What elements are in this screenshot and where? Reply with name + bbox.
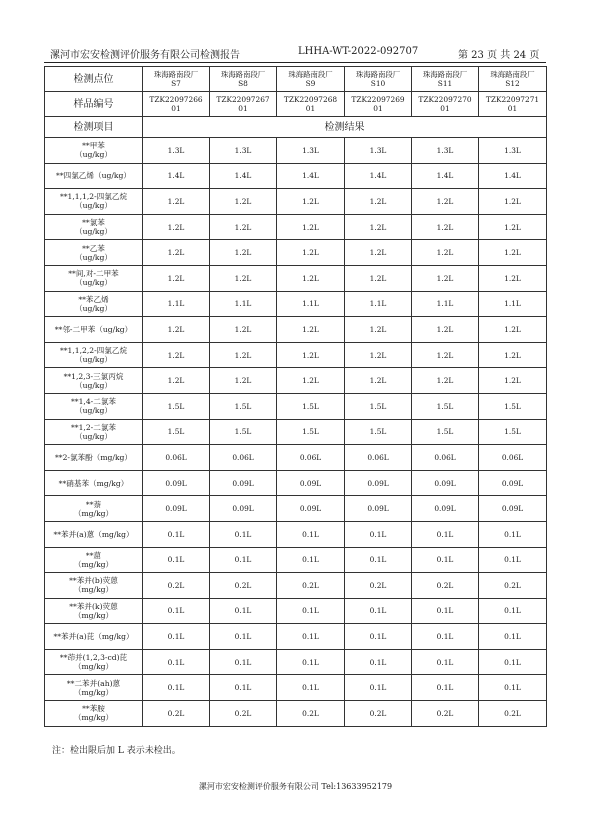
result-value: 0.09L: [412, 470, 479, 496]
result-value: 0.2L: [277, 573, 345, 599]
result-value: 1.2L: [210, 240, 277, 266]
cell-line: TZK22097268: [283, 95, 338, 104]
cell-line: （ug/kg）: [75, 201, 112, 211]
result-value: 0.1L: [210, 521, 277, 547]
table-row: [45, 368, 547, 394]
result-value: 0.1L: [210, 547, 277, 573]
result-value: 1.3L: [210, 138, 277, 164]
result-value: 1.5L: [143, 393, 210, 419]
cell-line: （ug/kg）: [75, 355, 112, 365]
result-value: 1.2L: [479, 342, 547, 368]
result-value: 0.06L: [412, 445, 479, 471]
point-cell: [479, 67, 547, 92]
result-value: 1.1L: [210, 291, 277, 317]
result-value: 1.2L: [277, 214, 345, 240]
analyte-label: [45, 163, 143, 189]
table-row: [45, 291, 547, 317]
cell-line: **䓛: [85, 550, 102, 560]
result-value: 1.2L: [479, 368, 547, 394]
result-value: 1.2L: [479, 240, 547, 266]
result-value: 0.06L: [479, 445, 547, 471]
result-value: 1.2L: [210, 189, 277, 215]
table-row: [45, 445, 547, 471]
result-value: 1.4L: [143, 163, 210, 189]
cell-line: 珠海路南段厂: [422, 70, 468, 79]
header-rule: [44, 62, 546, 63]
cell-line: **1,1,1,2-四氯乙烷: [59, 192, 128, 202]
table-row: [45, 470, 547, 496]
result-value: 0.1L: [277, 547, 345, 573]
analyte-label: [45, 624, 143, 650]
result-value: 0.1L: [412, 649, 479, 675]
result-value: 1.5L: [210, 419, 277, 445]
result-value: 0.06L: [277, 445, 345, 471]
table-row: [45, 163, 547, 189]
result-value: 1.5L: [412, 393, 479, 419]
result-value: 0.06L: [345, 445, 412, 471]
cell-line: **二苯并(ah)蒽: [66, 678, 121, 688]
result-value: 1.3L: [277, 138, 345, 164]
table-row: [45, 598, 547, 624]
result-value: 0.1L: [479, 547, 547, 573]
table-row: [45, 547, 547, 573]
cell-line: **邻-二甲苯（ug/kg）: [54, 324, 133, 334]
table-row: [45, 342, 547, 368]
analyte-label: [45, 291, 143, 317]
cell-line: 珠海路南段厂: [490, 70, 535, 79]
result-value: 0.1L: [143, 649, 210, 675]
result-value: 1.5L: [277, 393, 345, 419]
page-footer: 漯河市宏安检测评价服务有限公司 Tel:13633952179: [198, 782, 393, 791]
result-value: 1.2L: [143, 342, 210, 368]
result-value: 0.1L: [412, 598, 479, 624]
result-value: 1.2L: [277, 342, 345, 368]
result-value: 0.09L: [277, 470, 345, 496]
analyte-label: [45, 445, 143, 471]
cell-line: （ug/kg）: [75, 406, 112, 416]
cell-line: 01: [305, 104, 316, 113]
result-value: 1.2L: [479, 317, 547, 343]
point-cell: [143, 67, 210, 92]
page-number: 第 23 页 共 24 页: [458, 50, 540, 61]
cell-line: （ug/kg）: [75, 278, 112, 288]
analyte-label: [45, 496, 143, 522]
result-value: 0.2L: [210, 573, 277, 599]
result-value: 1.2L: [143, 265, 210, 291]
result-value: 1.2L: [210, 368, 277, 394]
cell-line: （mg/kg）: [73, 662, 114, 672]
cell-line: **苯胺: [82, 704, 105, 714]
cell-line: S11: [437, 79, 453, 88]
result-value: 0.1L: [345, 547, 412, 573]
analyte-label: [45, 649, 143, 675]
result-value: 1.2L: [210, 214, 277, 240]
analyte-label: [45, 393, 143, 419]
result-value: 1.2L: [277, 240, 345, 266]
analyte-label: [45, 598, 143, 624]
result-value: 0.1L: [412, 521, 479, 547]
results-table: [44, 66, 547, 727]
result-value: 1.2L: [412, 265, 479, 291]
cell-line: **苯并(k)荧蒽: [69, 601, 118, 611]
result-value: 1.1L: [479, 291, 547, 317]
result-value: 0.09L: [210, 470, 277, 496]
result-value: 1.2L: [345, 265, 412, 291]
table-row: [45, 701, 547, 727]
result-value: 1.5L: [210, 393, 277, 419]
result-value: 1.3L: [412, 138, 479, 164]
analyte-label: [45, 240, 143, 266]
result-value: 1.2L: [210, 317, 277, 343]
result-value: 1.2L: [277, 265, 345, 291]
result-value: 0.09L: [277, 496, 345, 522]
analyte-label: [45, 573, 143, 599]
cell-line: （ug/kg）: [75, 380, 112, 390]
result-value: 0.09L: [412, 496, 479, 522]
sample-row: [45, 92, 547, 117]
result-value: 0.2L: [412, 701, 479, 727]
result-value: 1.2L: [345, 368, 412, 394]
result-value: 0.2L: [143, 701, 210, 727]
table-row: [45, 649, 547, 675]
point-row: [45, 67, 547, 92]
result-value: 1.2L: [345, 342, 412, 368]
sample-cell: [412, 92, 479, 117]
result-value: 1.5L: [345, 419, 412, 445]
cell-line: （mg/kg）: [73, 508, 114, 518]
result-value: 1.2L: [143, 317, 210, 343]
table-row: [45, 624, 547, 650]
table-row: [45, 189, 547, 215]
table-row: [45, 240, 547, 266]
result-value: 0.1L: [143, 675, 210, 701]
analyte-label: [45, 547, 143, 573]
result-value: 1.2L: [412, 240, 479, 266]
result-value: 0.1L: [479, 521, 547, 547]
result-value: 1.2L: [345, 214, 412, 240]
result-value: 0.09L: [345, 496, 412, 522]
result-value: 0.2L: [210, 701, 277, 727]
result-value: 0.1L: [345, 521, 412, 547]
result-value: 1.3L: [345, 138, 412, 164]
point-cell: [345, 67, 412, 92]
result-label: 检测结果: [143, 117, 547, 138]
table-row: [45, 419, 547, 445]
result-value: 1.2L: [412, 214, 479, 240]
result-value: 1.2L: [345, 317, 412, 343]
analyte-label: [45, 368, 143, 394]
analyte-label: [45, 138, 143, 164]
cell-line: 01: [507, 104, 518, 113]
sample-label: 样品编号: [45, 92, 143, 117]
point-label: 检测点位: [45, 67, 143, 92]
result-value: 1.2L: [277, 189, 345, 215]
result-value: 0.2L: [479, 701, 547, 727]
result-value: 0.1L: [143, 624, 210, 650]
cell-line: **1,2-二氯苯: [70, 422, 117, 432]
result-value: 1.2L: [479, 189, 547, 215]
sample-cell: [345, 92, 412, 117]
cell-line: （mg/kg）: [73, 610, 114, 620]
cell-line: **2-氯苯酚（mg/kg）: [54, 452, 133, 462]
result-value: 1.2L: [277, 317, 345, 343]
cell-line: **间,对-二甲苯: [68, 269, 119, 279]
cell-line: TZK22097270: [418, 95, 472, 104]
footnote: 注：检出限后加 L 表示未检出。: [52, 746, 181, 756]
result-value: 1.5L: [277, 419, 345, 445]
result-value: 0.1L: [412, 547, 479, 573]
result-value: 1.5L: [479, 419, 547, 445]
table-row: [45, 496, 547, 522]
result-value: 1.2L: [210, 265, 277, 291]
result-value: 0.1L: [412, 675, 479, 701]
result-value: 0.06L: [210, 445, 277, 471]
cell-line: 01: [238, 104, 248, 113]
cell-line: S12: [505, 79, 520, 88]
analyte-label: [45, 214, 143, 240]
cell-line: 珠海路南段厂: [220, 70, 266, 79]
result-value: 0.2L: [345, 701, 412, 727]
result-value: 0.2L: [277, 701, 345, 727]
cell-line: （mg/kg）: [73, 559, 114, 569]
analyte-label: [45, 470, 143, 496]
result-value: 0.2L: [479, 573, 547, 599]
item-label: 检测项目: [45, 117, 143, 138]
cell-line: （mg/kg）: [73, 687, 114, 697]
analyte-label: [45, 701, 143, 727]
cell-line: TZK22097271: [485, 95, 540, 104]
report-number: LHHA-WT-2022-092707: [298, 46, 419, 57]
result-value: 1.5L: [412, 419, 479, 445]
result-value: 0.1L: [345, 675, 412, 701]
cell-line: **苯乙烯: [78, 294, 109, 304]
result-value: 0.1L: [277, 521, 345, 547]
table-row: [45, 393, 547, 419]
result-value: 0.09L: [143, 496, 210, 522]
cell-line: TZK22097269: [351, 95, 405, 104]
cell-line: （ug/kg）: [75, 431, 112, 441]
result-value: 1.2L: [277, 368, 345, 394]
result-value: 1.2L: [143, 214, 210, 240]
result-value: 0.1L: [479, 598, 547, 624]
result-value: 0.1L: [143, 521, 210, 547]
result-value: 1.1L: [412, 291, 479, 317]
analyte-label: [45, 521, 143, 547]
sample-cell: [277, 92, 345, 117]
cell-line: TZK22097267: [216, 95, 270, 104]
result-value: 0.1L: [412, 624, 479, 650]
table-row: [45, 573, 547, 599]
result-value: 1.2L: [412, 189, 479, 215]
result-value: 0.1L: [143, 547, 210, 573]
report-company-header: 漯河市宏安检测评价服务有限公司检测报告: [50, 50, 240, 61]
cell-line: （ug/kg）: [75, 227, 112, 237]
table-row: [45, 521, 547, 547]
result-value: 0.1L: [345, 649, 412, 675]
result-value: 1.2L: [412, 317, 479, 343]
analyte-label: [45, 675, 143, 701]
cell-line: S7: [171, 79, 181, 88]
table-row: [45, 138, 547, 164]
result-value: 1.1L: [143, 291, 210, 317]
result-value: 0.1L: [479, 624, 547, 650]
analyte-label: [45, 317, 143, 343]
result-value: 1.2L: [412, 342, 479, 368]
cell-line: （ug/kg）: [75, 252, 112, 262]
cell-line: 01: [373, 104, 383, 113]
result-value: 0.09L: [143, 470, 210, 496]
result-value: 0.1L: [345, 624, 412, 650]
result-value: 1.5L: [143, 419, 210, 445]
result-value: 0.09L: [479, 470, 547, 496]
cell-line: **茚并(1,2,3-cd)芘: [59, 653, 128, 663]
analyte-label: [45, 265, 143, 291]
result-value: 0.1L: [210, 649, 277, 675]
result-value: 0.09L: [479, 496, 547, 522]
result-value: 1.2L: [412, 368, 479, 394]
result-value: 1.5L: [479, 393, 547, 419]
cell-line: 珠海路南段厂: [355, 70, 401, 79]
cell-line: 01: [440, 104, 450, 113]
cell-line: **乙苯: [82, 243, 105, 253]
result-value: 0.1L: [210, 598, 277, 624]
cell-line: （ug/kg）: [75, 303, 112, 313]
result-value: 0.1L: [210, 624, 277, 650]
table-row: [45, 675, 547, 701]
result-value: 1.2L: [143, 240, 210, 266]
cell-line: 珠海路南段厂: [288, 70, 333, 79]
result-value: 0.1L: [277, 649, 345, 675]
cell-line: 01: [171, 104, 181, 113]
result-value: 1.4L: [210, 163, 277, 189]
result-value: 1.5L: [345, 393, 412, 419]
cell-line: **甲苯: [82, 141, 105, 151]
result-value: 0.1L: [143, 598, 210, 624]
cell-line: **1,2,3-三氯丙烷: [63, 371, 124, 381]
sample-cell: [210, 92, 277, 117]
sample-cell: [143, 92, 210, 117]
result-value: 1.4L: [277, 163, 345, 189]
result-value: 1.4L: [479, 163, 547, 189]
cell-line: **氯苯: [82, 218, 105, 228]
result-value: 0.09L: [345, 470, 412, 496]
section-header-row: [45, 117, 547, 138]
cell-line: （mg/kg）: [73, 585, 114, 595]
result-value: 0.1L: [479, 675, 547, 701]
result-value: 1.3L: [143, 138, 210, 164]
analyte-label: [45, 342, 143, 368]
result-value: 1.3L: [479, 138, 547, 164]
table-row: [45, 214, 547, 240]
table-row: [45, 265, 547, 291]
analyte-label: [45, 189, 143, 215]
result-value: 1.1L: [345, 291, 412, 317]
result-value: 0.1L: [210, 675, 277, 701]
analyte-label: [45, 419, 143, 445]
cell-line: S9: [305, 79, 316, 88]
result-value: 0.06L: [143, 445, 210, 471]
cell-line: TZK22097266: [149, 95, 203, 104]
result-value: 0.1L: [479, 649, 547, 675]
result-value: 1.1L: [277, 291, 345, 317]
result-value: 1.2L: [479, 214, 547, 240]
cell-line: **1,1,2,2-四氯乙烷: [59, 346, 128, 356]
cell-line: S10: [370, 79, 386, 88]
cell-line: **苯并(a)蒽（mg/kg）: [53, 529, 134, 539]
result-value: 1.4L: [412, 163, 479, 189]
cell-line: **1,4-二氯苯: [70, 397, 117, 407]
point-cell: [277, 67, 345, 92]
point-cell: [412, 67, 479, 92]
result-value: 0.1L: [277, 624, 345, 650]
cell-line: （mg/kg）: [73, 713, 114, 723]
cell-line: **苯并(b)荧蒽: [69, 576, 118, 586]
result-value: 0.1L: [277, 598, 345, 624]
result-value: 1.2L: [479, 265, 547, 291]
cell-line: （ug/kg）: [75, 150, 112, 160]
cell-line: **苯并(a)芘（mg/kg）: [53, 632, 134, 642]
cell-line: **四氯乙烯（ug/kg）: [56, 171, 131, 181]
cell-line: **硝基苯（mg/kg）: [58, 478, 129, 488]
result-value: 0.09L: [210, 496, 277, 522]
result-value: 0.2L: [412, 573, 479, 599]
point-cell: [210, 67, 277, 92]
sample-cell: [479, 92, 547, 117]
result-value: 0.1L: [345, 598, 412, 624]
cell-line: S8: [238, 79, 248, 88]
result-value: 1.2L: [345, 240, 412, 266]
cell-line: 珠海路南段厂: [153, 70, 199, 79]
result-value: 1.2L: [345, 189, 412, 215]
result-value: 0.2L: [143, 573, 210, 599]
table-row: [45, 317, 547, 343]
result-value: 0.1L: [277, 675, 345, 701]
result-value: 1.2L: [143, 368, 210, 394]
result-value: 1.2L: [143, 189, 210, 215]
cell-line: **萘: [85, 499, 102, 509]
result-value: 0.2L: [345, 573, 412, 599]
result-value: 1.4L: [345, 163, 412, 189]
result-value: 1.2L: [210, 342, 277, 368]
